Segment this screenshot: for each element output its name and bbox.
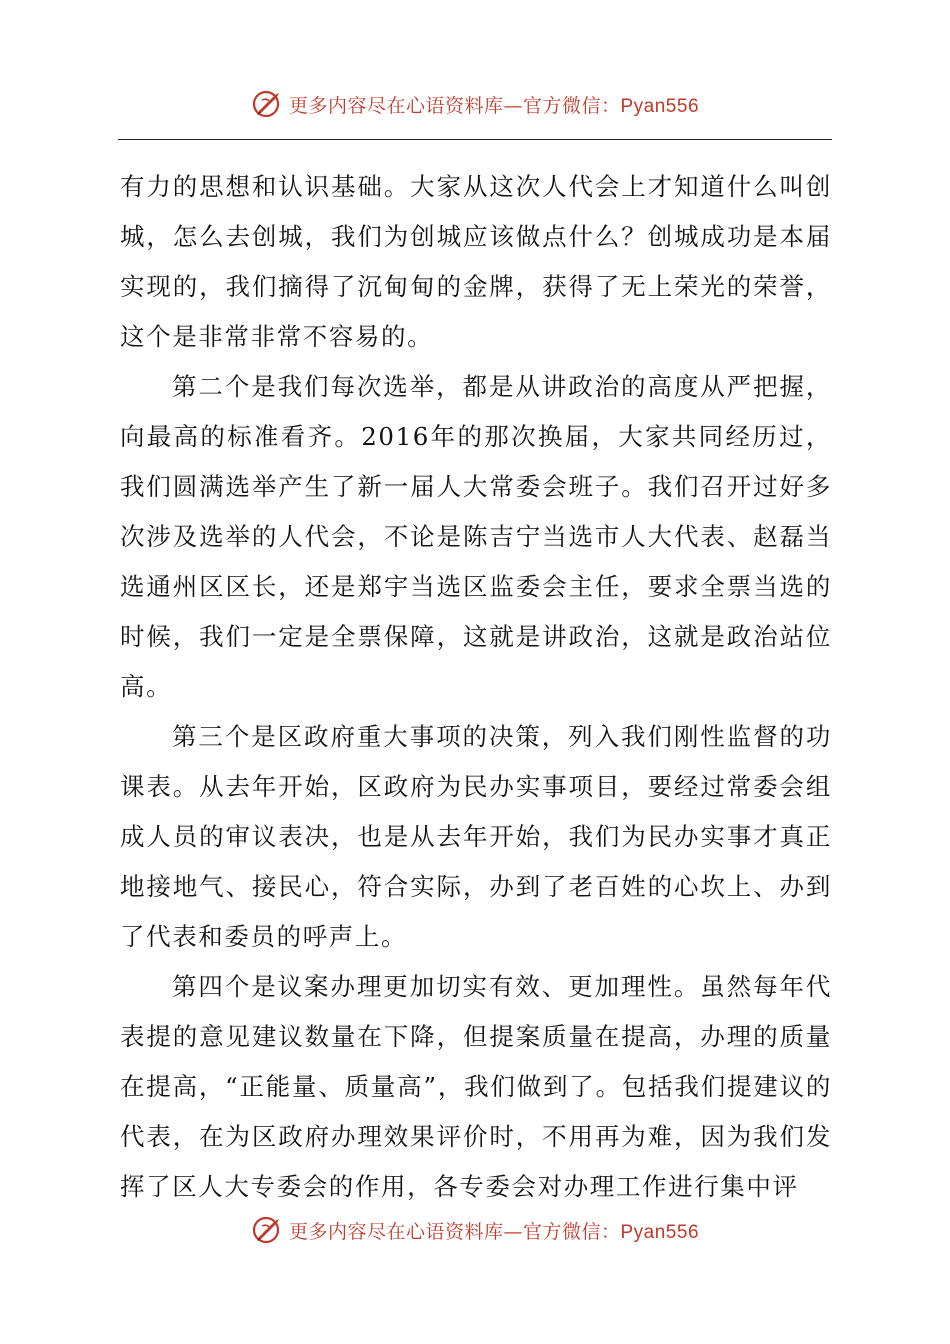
paragraph-fourth-point: 第四个是议案办理更加切实有效、更加理性。虽然每年代表提的意见建议数量在下降，但提案质量在提高，办理的质量在提高，“正能量、质量高”，我们做到了。包括我们提建议的代表，在为区政府办理效果评价时，不用再为难，因为我们发挥了区人大专委会的作用，各专委会对办理工作进行集中评 xyxy=(120,972,832,1201)
header-watermark xyxy=(0,84,950,124)
watermark-separator: — xyxy=(503,1220,523,1243)
header-divider xyxy=(118,139,832,140)
watermark-text xyxy=(289,91,699,118)
document-body xyxy=(120,162,832,1212)
watermark-account: Pyan556 xyxy=(620,95,700,117)
watermark-text xyxy=(289,1217,699,1244)
watermark-separator: — xyxy=(503,94,523,117)
pen-logo-icon xyxy=(251,1213,285,1247)
watermark-title: 更多内容尽在心语资料库 xyxy=(288,94,504,117)
paragraph-continued: 有力的思想和认识基础。大家从这次人代会上才知道什么叫创城，怎么去创城，我们为创城应该做点什么？创城成功是本届实现的，我们摘得了沉甸甸的金牌，获得了无上荣光的荣誉，这个是非常非常不容易的。 xyxy=(120,172,832,351)
paragraph-third-point: 第三个是区政府重大事项的决策，列入我们刚性监督的功课表。从去年开始，区政府为民办实事项目，要经过常委会组成人员的审议表决，也是从去年开始，我们为民办实事才真正地接地气、接民心，符合实际，办到了老百姓的心坎上、办到了代表和委员的呼声上。 xyxy=(120,722,832,951)
pen-logo-icon xyxy=(251,87,285,121)
watermark-account: Pyan556 xyxy=(620,1221,700,1243)
watermark-title: 更多内容尽在心语资料库 xyxy=(288,1220,504,1243)
watermark-wechat-label: 官方微信： xyxy=(522,94,621,117)
paragraph-second-point: 第二个是我们每次选举，都是从讲政治的高度从严把握，向最高的标准看齐。2016年的那次换届，大家共同经历过，我们圆满选举产生了新一届人大常委会班子。我们召开过好多次涉及选举的人代会，不论是陈吉宁当选市人大代表、赵磊当选通州区区长，还是郑宇当选区监委会主任，要求全票当选的时候，我们一定是全票保障，这就是讲政治，这就是政治站位高。 xyxy=(120,372,832,701)
footer-watermark xyxy=(0,1210,950,1250)
watermark-wechat-label: 官方微信： xyxy=(522,1220,621,1243)
